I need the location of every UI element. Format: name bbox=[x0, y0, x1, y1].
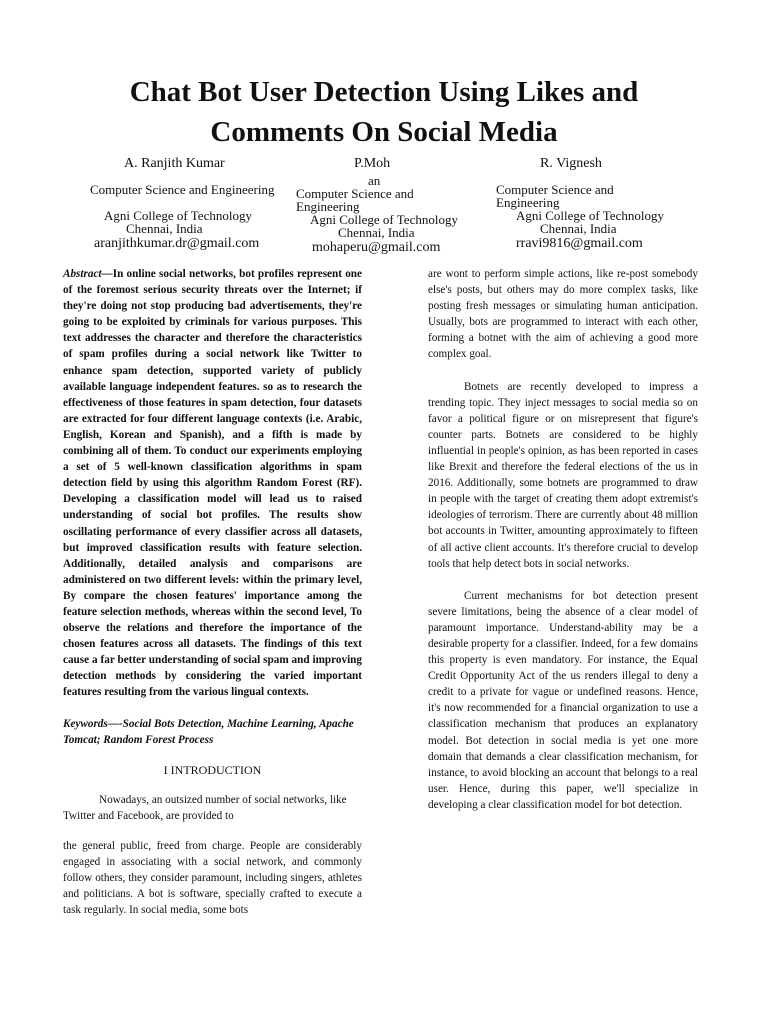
right-paragraph-2: Botnets are recently developed to impress a trending topic. They inject messages to social media so on favor a political figure or on misrepresent that figure's counter parts. Botnets are considered to be highly influential in people's opinion, as has been reported in cases like Brexit and therefore the federal elections of the us in 2016. Additionally, some botnets are programmed to draw in people with the target of creating them adopt extremist's ideologies of terrorism. There are currently about 48 million bot accounts in Twitter, amounting approximately to fifteen of all active client accounts. It's therefore crucial to develop tools that help detect bots in social networks. bbox=[428, 380, 698, 570]
author-name: A. Ranjith Kumar bbox=[124, 156, 225, 171]
author-name: P.Moh bbox=[354, 156, 391, 171]
right-column bbox=[428, 266, 698, 813]
keywords: Keywords—-Social Bots Detection, Machine Learning, Apache Tomcat; Random Forest Process bbox=[63, 717, 354, 746]
author-college: Agni College of Technology bbox=[310, 212, 458, 227]
author-department: Computer Science and Engineering bbox=[90, 182, 275, 197]
right-paragraph-1: are wont to perform simple actions, like re-post somebody else's posts, but others may do more complex tasks, like posting fresh messages or simulating human anticipation. Usually, bots are programmed to interact with each other, forming a botnet with the aim of achieving a good more complex goal. bbox=[428, 268, 698, 361]
author-email: rravi9816@gmail.com bbox=[516, 236, 643, 251]
intro-paragraph-2: the general public, freed from charge. People are considerably engaged in associating with a social network, and commonly follow others, they consider paramount, including singers, athletes and politicians. A bot is software, specially crafted to execute a task regularly. In social media, some bots bbox=[63, 840, 362, 917]
author-college: Agni College of Technology bbox=[104, 208, 252, 223]
abstract-label: Abstract— bbox=[63, 268, 113, 280]
author-email: aranjithkumar.dr@gmail.com bbox=[94, 236, 260, 251]
right-paragraph-3: Current mechanisms for bot detection present severe limitations, being the absence of a clear model of paramount importance. Understand-ability may be a desirable property for a classifier. Indeed, for a few domains this property is even mandatory. For instance, the Equal Credit Opportunity Act of the us renders illegal to deny a credit to a private for vague or undefined reasons. Hence, it's now recommended for a financial organization to use a classification mechanism that produces an explanatory model. Bot detection in social media is yet one more domain that demands a clear classification mechanism, for instance, to avoid blocking an account that belongs to a real user. Hence, during this paper, we'll specialize in developing a clear classification model for bot detection. bbox=[428, 589, 698, 811]
author-city: Chennai, India bbox=[540, 221, 617, 236]
abstract-text: In online social networks, bot profiles represent one of the foremost serious security threats over the Internet; if they're doing not stop producing bad advertisements, they're going to be exploited by criminals for various purposes. This text addresses the character and therefore the characteristics of spam profiles during a social network like Twitter to enhance spam detection, supported variety of publicly available language independent features. so as to research the effectiveness of those features in spam detection, four datasets are extracted for four different language contexts (i.e. Arabic, English, Korean and Spanish), and a fifth is made by combining all of them. To conduct our experiments employing a set of 5 well-known classification algorithms in spam detection field by using this algorithm Random Forest (RF). Developing a classification model will lead us to raised understanding of social bot profiles. The results show oscillating performance of every classifier across all datasets, but improved classification results with feature selection. Additionally, detailed analysis and comparisons are administered on two different levels: within the primary level, By compare the chosen features' importance among the feature selection methods, whereas within the second level, To observe the relations and therefore the importance of the chosen features across all datasets. The findings of this text cause a far better understanding of social spam and improving detection methods by considering the varied important features resulting from the various lingual contexts. bbox=[63, 268, 362, 699]
author-block-2 bbox=[296, 157, 486, 254]
intro-paragraph-1: Nowadays, an outsized number of social networks, like Twitter and Facebook, are provided to bbox=[63, 793, 347, 822]
author-name: R. Vignesh bbox=[540, 156, 602, 171]
title-line-2: Comments On Social Media bbox=[210, 116, 558, 148]
author-department: Computer Science and bbox=[496, 182, 614, 197]
author-block-3 bbox=[496, 157, 696, 250]
author-email: mohaperu@gmail.com bbox=[312, 240, 441, 255]
abstract bbox=[63, 266, 362, 701]
paper-title bbox=[60, 72, 708, 152]
author-name-continued: an bbox=[368, 173, 381, 188]
author-block-1 bbox=[90, 157, 280, 250]
author-city: Chennai, India bbox=[126, 221, 203, 236]
left-column bbox=[63, 266, 362, 918]
author-department-continued: Engineering bbox=[296, 199, 360, 214]
author-department: Computer Science and bbox=[296, 186, 414, 201]
author-college: Agni College of Technology bbox=[516, 208, 664, 223]
title-line-1: Chat Bot User Detection Using Likes and bbox=[129, 76, 639, 108]
author-department-continued: Engineering bbox=[496, 195, 560, 210]
author-city: Chennai, India bbox=[338, 225, 415, 240]
section-heading-introduction: I INTRODUCTION bbox=[163, 762, 262, 777]
